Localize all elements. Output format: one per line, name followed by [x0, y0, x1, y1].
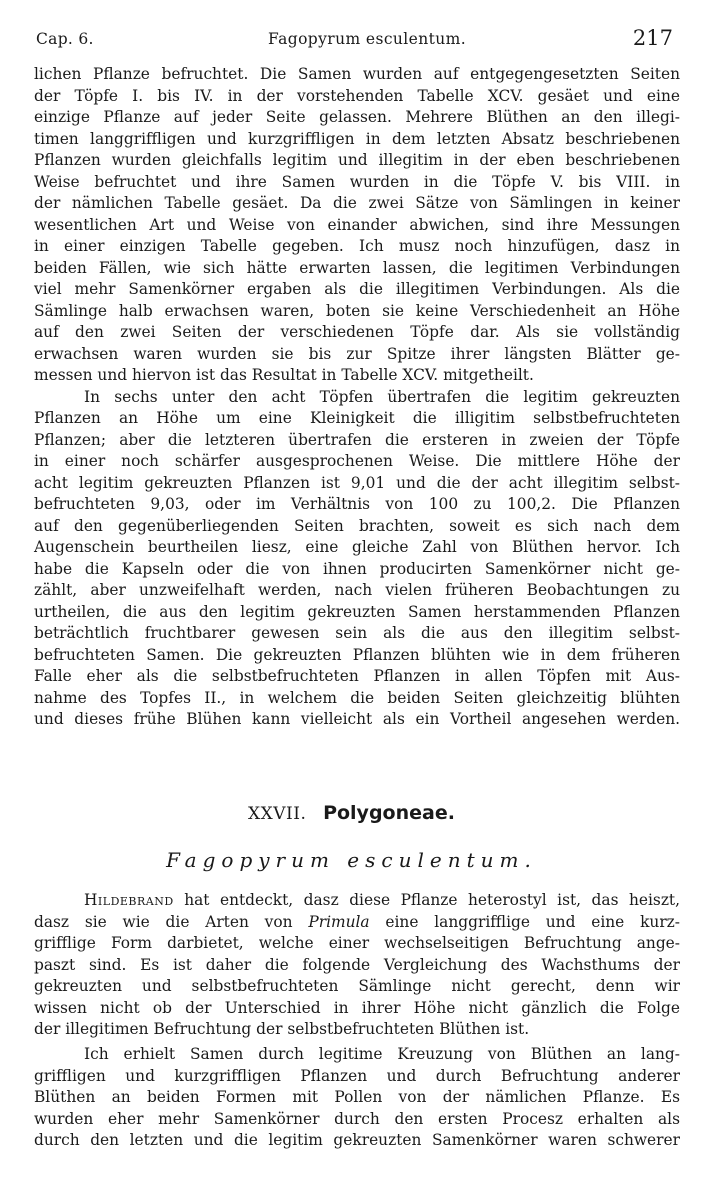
section-name: Polygoneae. — [323, 802, 455, 824]
text-line: Pflanzen; aber die letzteren übertrafen die ersteren in zweien der Töpfe — [34, 430, 680, 449]
text-line — [34, 890, 680, 912]
text-line: Weise befruchtet und ihre Samen wurden in die Töpfe V. bis VIII. in — [34, 172, 680, 191]
text-line: befruchteten Samen. Die gekreuzten Pflanzen blühten wie in dem früheren — [34, 645, 680, 664]
text-line: der nämlichen Tabelle gesäet. Da die zwei Sätze von Sämlingen in keiner — [34, 194, 680, 212]
text-line: acht legitim gekreuzten Pflanzen ist 9,01 und die der acht illegitim selbst- — [34, 473, 680, 492]
text-line: timen langgriffligen und kurzgriffligen in dem letzten Absatz beschriebenen — [34, 129, 680, 148]
text-line: lichen Pflanze befruchtet. Die Samen wurden auf entgegengesetzten Seiten — [34, 65, 680, 83]
text-line: viel mehr Samenkörner ergaben als die illegitimen Verbindungen. Als die — [34, 280, 680, 298]
text-line: grifflige Form darbietet, welche einer wechselseitigen Befruchtung ange- — [34, 934, 680, 952]
text-line: in einer einzigen Tabelle gegeben. Ich musz noch hinzufügen, dasz in — [34, 237, 680, 255]
text-segment: eine langgrifflige und eine kurz- — [369, 912, 680, 931]
text-line: gekreuzten und selbstbefruchteten Sämlinge nicht gerecht, denn wir — [34, 977, 680, 995]
text-line: in einer noch schärfer ausgesprochenen Weise. Die mittlere Höhe der — [34, 452, 680, 470]
running-title: Fagopyrum esculentum. — [268, 30, 467, 48]
text-line: messen und hiervon ist das Resultat in Tabelle XCV. mitgetheilt. — [34, 366, 534, 384]
text-line: durch den letzten und die legitim gekreuzten Samenkörner waren schwerer — [34, 1131, 680, 1149]
text-line: wurden eher mehr Samenkörner durch den ersten Procesz erhalten als — [34, 1109, 680, 1128]
chapter-label: Cap. 6. — [36, 30, 94, 48]
text-line: wesentlichen Art und Weise von einander abwichen, sind ihre Messungen — [34, 215, 680, 234]
paragraph-2 — [34, 387, 680, 731]
text-line: Pflanzen wurden gleichfalls legitim und illegitim in der eben beschriebenen — [34, 151, 680, 169]
text-line: Pflanzen an Höhe um eine Kleinigkeit die illigitim selbstbefruchteten — [34, 409, 680, 427]
text-segment: dasz sie wie die Arten von — [34, 912, 309, 931]
text-line — [34, 912, 680, 934]
text-line: nahme des Topfes II., in welchem die beiden Seiten gleichzeitig blühten — [34, 688, 680, 707]
text-line: einzige Pflanze auf jeder Seite gelassen. Mehrere Blüthen an den illegi- — [34, 108, 680, 126]
text-line: beiden Fällen, wie sich hätte erwarten lassen, die legitimen Verbindungen — [34, 258, 680, 277]
text-line: befruchteten 9,03, oder im Verhältnis von 100 zu 100,2. Die Pflanzen — [34, 495, 680, 513]
text-line: Blüthen an beiden Formen mit Pollen von der nämlichen Pflanze. Es — [34, 1088, 680, 1106]
text-line: Ich erhielt Samen durch legitime Kreuzung von Blüthen an lang- — [84, 1045, 680, 1063]
text-line: Sämlinge halb erwachsen waren, boten sie keine Verschiedenheit an Höhe — [34, 301, 680, 320]
section-number: XXVII. — [248, 804, 307, 824]
genus-name: Primula — [308, 912, 370, 931]
section-heading — [0, 800, 703, 824]
text-line: der Töpfe I. bis IV. in der vorstehenden Tabelle XCV. gesäet und eine — [34, 86, 680, 105]
text-line: auf den zwei Seiten der verschiedenen Töpfe dar. Als sie vollständig — [34, 323, 680, 341]
text-line: griffligen und kurzgriffligen Pflanzen und durch Befruchtung anderer — [34, 1066, 680, 1085]
text-line: beträchtlich fruchtbarer gewesen sein als die aus den illegitim selbst- — [34, 624, 680, 642]
text-line: wissen nicht ob der Unterschied in ihrer Höhe nicht gänzlich die Folge — [34, 998, 680, 1017]
page-number: 217 — [632, 26, 673, 50]
text-line: paszt sind. Es ist daher die folgende Vergleichung des Wachsthums der — [34, 955, 680, 974]
text-segment: hat entdeckt, dasz diese Pflanze heterostyl ist, das heiszt, — [173, 891, 680, 909]
text-line: In sechs unter den acht Töpfen übertrafen die legitim gekreuzten — [84, 387, 680, 406]
text-line: zählt, aber unzweifelhaft werden, nach vielen früheren Beobachtungen zu — [34, 581, 680, 599]
running-header — [36, 22, 681, 52]
text-line: Augenschein beurtheilen liesz, eine gleiche Zahl von Blüthen hervor. Ich — [34, 538, 680, 556]
text-line: Falle eher als die selbstbefruchteten Pflanzen in allen Töpfen mit Aus- — [34, 667, 680, 685]
text-line: auf den gegenüberliegenden Seiten brachten, soweit es sich nach dem — [34, 516, 680, 535]
text-line: urtheilen, die aus den legitim gekreuzten Samen herstammenden Pflanzen — [34, 602, 680, 621]
species-heading: Fagopyrum esculentum. — [166, 848, 537, 872]
paragraph-3 — [34, 890, 680, 1041]
text-line: erwachsen waren wurden sie bis zur Spitze ihrer längsten Blätter ge- — [34, 344, 680, 363]
text-line: und dieses frühe Blühen kann vielleicht als ein Vortheil angesehen werden. — [34, 710, 680, 728]
author-name: Hildebrand — [84, 891, 174, 909]
text-line: der illegitimen Befruchtung der selbstbefruchteten Blüthen ist. — [34, 1020, 530, 1038]
text-line: habe die Kapseln oder die von ihnen producirten Samenkörner nicht ge- — [34, 559, 680, 578]
paragraph-1 — [34, 64, 680, 387]
paragraph-4 — [34, 1044, 680, 1152]
